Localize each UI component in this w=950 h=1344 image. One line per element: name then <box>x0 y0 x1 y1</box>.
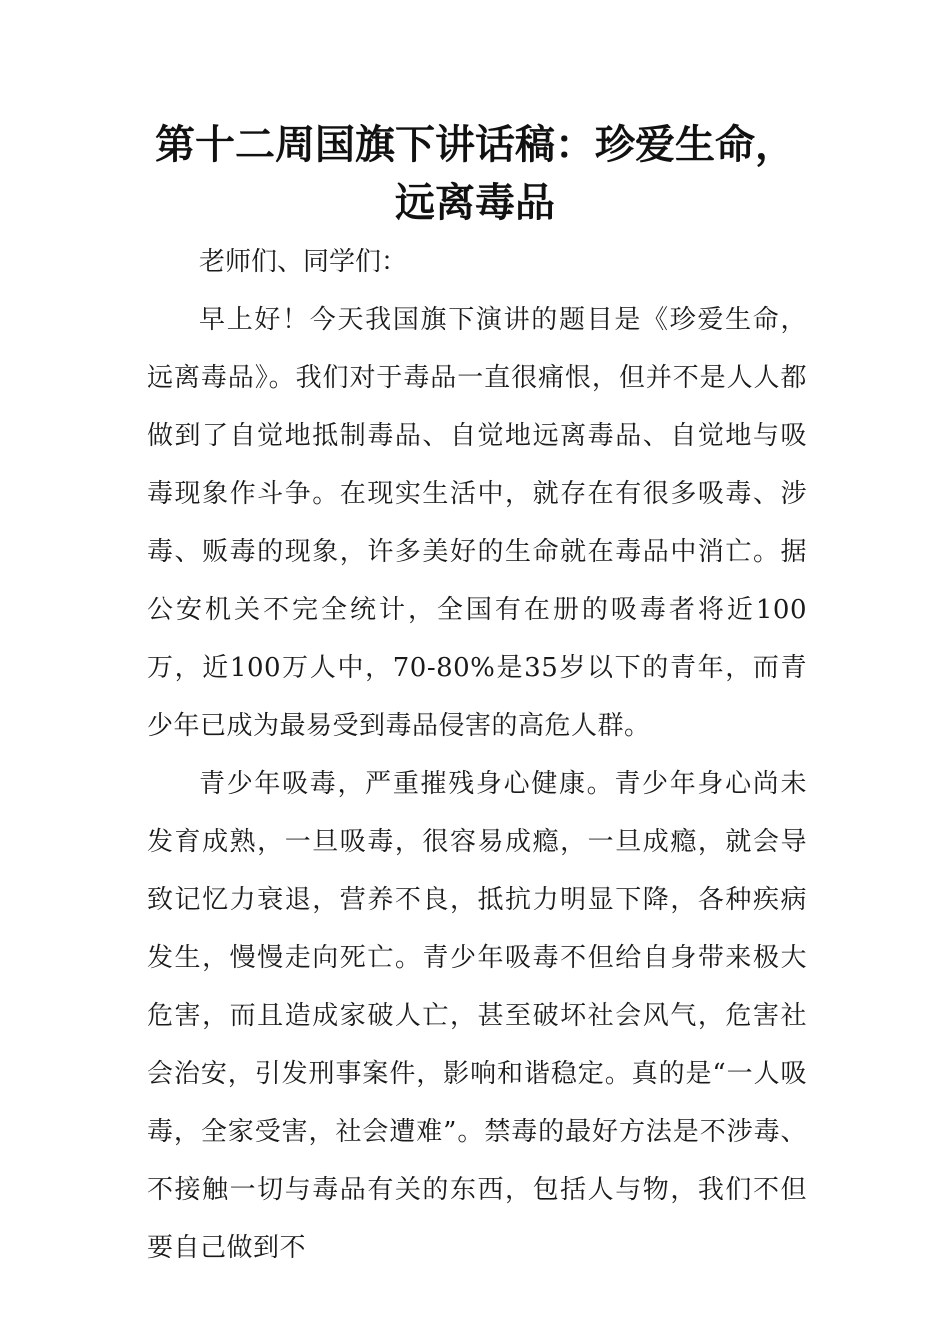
paragraph-1: 早上好！今天我国旗下演讲的题目是《珍爱生命，远离毒品》。我们对于毒品一直很痛恨，但并不是人人都做到了自觉地抵制毒品、自觉地远离毒品、自觉地与吸毒现象作斗争。在现实生活中，就存在有很多吸毒、涉毒、贩毒的现象，许多美好的生命就在毒品中消亡。据公安机关不完全统计，全国有在册的吸毒者将近100万，近100万人中，70-80%是35岁以下的青年，而青少年已成为最易受到毒品侵害的高危人群。 <box>147 305 807 741</box>
paragraph-2: 青少年吸毒，严重摧残身心健康。青少年身心尚未发育成熟，一旦吸毒，很容易成瘾，一旦成瘾，就会导致记忆力衰退，营养不良，抵抗力明显下降，各种疾病发生，慢慢走向死亡。青少年吸毒不但给自身带来极大危害，而且造成家破人亡，甚至破坏社会风气，危害社会治安，引发刑事案件，影响和谐稳定。真的是“一人吸毒，全家受害，社会遭难”。禁毒的最好方法是不涉毒、不接触一切与毒品有关的东西，包括人与物，我们不但要自己做到不 <box>147 769 807 1263</box>
document-body <box>147 233 807 1277</box>
document-title: 第十二周国旗下讲话稿：珍爱生命，远离毒品 <box>155 122 795 226</box>
greeting-line: 老师们、同学们： <box>199 247 408 277</box>
